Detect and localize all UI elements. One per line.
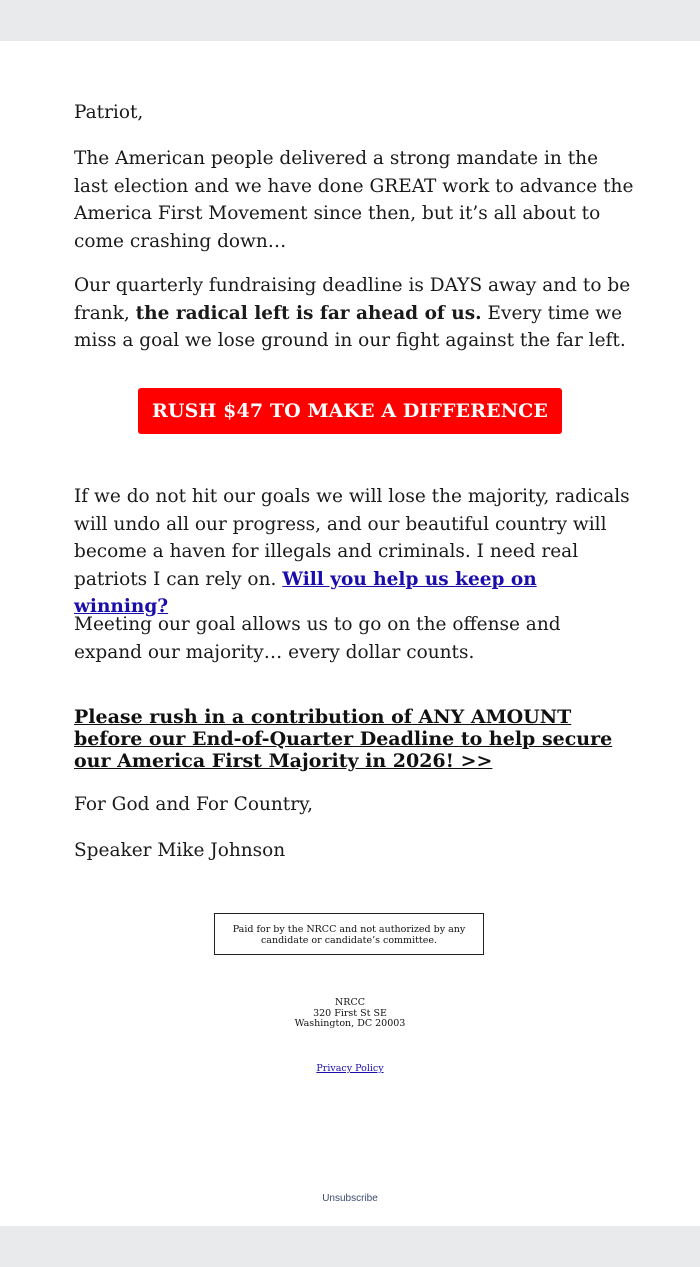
paragraph-deadline-text: Our quarterly fundraising deadline is DAYS away and to be frank, xyxy=(74,275,631,324)
paragraph-offense: Meeting our goal allows us to go on the offense and expand our majority… every dollar counts. xyxy=(74,614,561,663)
keep-winning-link[interactable]: Will you help us keep on winning? xyxy=(74,568,537,617)
cta-container xyxy=(138,388,562,434)
email-body xyxy=(0,41,700,1226)
paragraph-mandate: The American people delivered a strong mandate in the last election and we have done GREAT work to advance the America First Movement since then, but it’s all about to come crashing down… xyxy=(74,148,634,252)
paragraph-deadline-bold: the radical left is far ahead of us. xyxy=(135,302,482,324)
signoff: For God and For Country, xyxy=(74,794,313,815)
paragraph-deadline xyxy=(74,272,634,355)
paragraph-deadline-tail: Every time we miss a goal we lose ground in our fight against the far left. xyxy=(74,302,626,351)
privacy-policy-link[interactable]: Privacy Policy xyxy=(316,1063,384,1074)
paragraph-majority xyxy=(74,483,634,621)
contribution-link[interactable]: Please rush in a contribution of ANY AMOUNT before our End-of-Quarter Deadline to help secure our America First Majority in 2026! >> xyxy=(74,706,613,772)
mailing-address xyxy=(0,998,700,1030)
unsubscribe-container xyxy=(0,1193,700,1204)
signature: Speaker Mike Johnson xyxy=(74,840,286,861)
salutation: Patriot, xyxy=(74,102,144,123)
address-org: NRCC xyxy=(334,997,365,1008)
privacy-policy-container xyxy=(0,1063,700,1074)
paragraph-majority-text: If we do not hit our goals we will lose the majority, radicals will undo all our progress, and our beautiful country will become a haven for illegals and criminals. I need real patriots I can rely on. xyxy=(74,486,630,590)
paid-for-disclaimer: Paid for by the NRCC and not authorized by any candidate or candidate’s committee. xyxy=(214,913,484,955)
address-street: 320 First St SE xyxy=(313,1007,387,1019)
unsubscribe-link[interactable]: Unsubscribe xyxy=(322,1193,378,1204)
address-city: Washington, DC 20003 xyxy=(294,1018,406,1029)
rush-donation-button[interactable]: RUSH $47 TO MAKE A DIFFERENCE xyxy=(138,388,562,434)
